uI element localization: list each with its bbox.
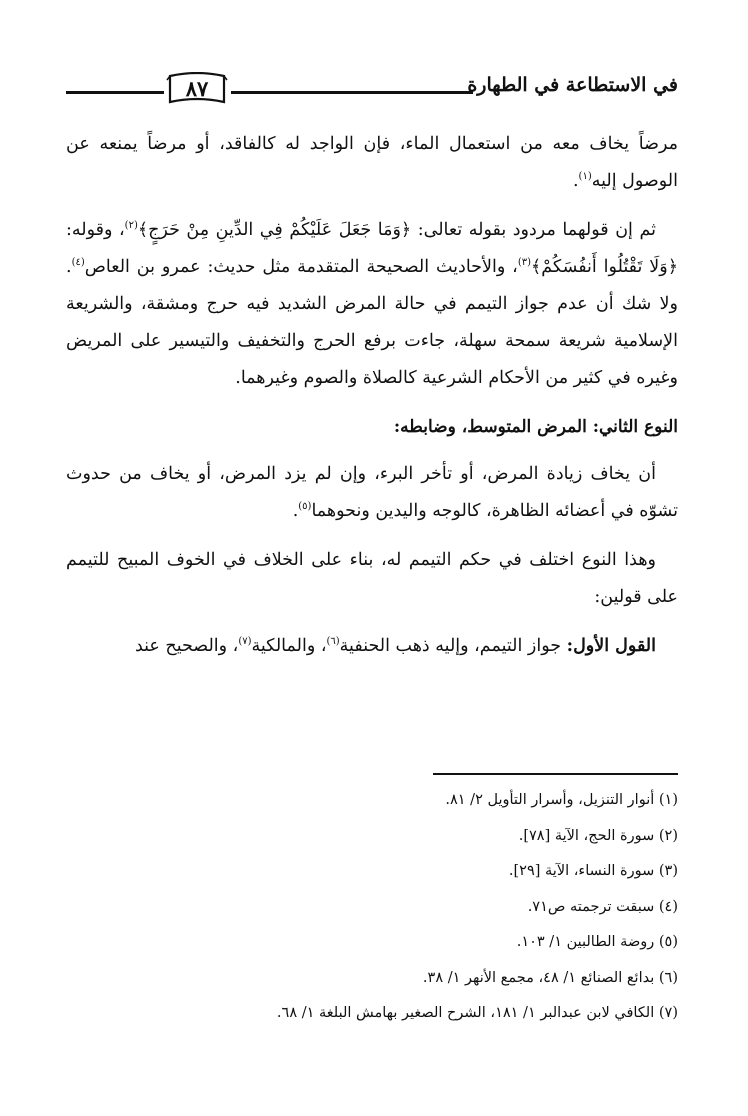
footnote-item: (٦) بدائع الصنائع ١/ ٤٨، مجمع الأنهر ١/ ٣٨. <box>422 969 678 986</box>
footnote-ref-1: (١) <box>578 171 592 183</box>
footnote-ref-5: (٥) <box>298 501 312 513</box>
header-rule-left <box>66 91 164 94</box>
paragraph-2-text-b: ، وقوله: ﴿وَلَا تَقْتُلُوا أَنفُسَكُمْ﴾ <box>66 220 678 277</box>
page-number-frame <box>166 72 228 106</box>
paragraph-2-text-c: ، والأحاديث الصحيحة المتقدمة مثل حديث: عمرو بن العاص <box>84 257 518 277</box>
paragraph-2-text-d: . ولا شك أن عدم جواز التيمم في حالة المرض الشديد فيه حرج ومشقة، والشريعة الإسلامية شريعة سمحة سهلة، جاءت برفع الحرج والتخفيف والتيسير على المريض وغيره في كثير من الأحكام الشرعية كالصلاة والصوم وغيرهما. <box>66 257 678 388</box>
paragraph-5-text-b: ، والمالكية <box>251 636 327 656</box>
footnote-ref-6: (٦) <box>326 636 340 648</box>
paragraph-3-end: . <box>292 501 299 521</box>
paragraph-1-end: . <box>572 171 579 191</box>
footnote-item: (٤) سبقت ترجمته ص٧١. <box>527 898 678 915</box>
footnote-separator <box>433 773 678 775</box>
footnote-ref-7: (٧) <box>238 636 252 648</box>
paragraph-5-text-c: ، والصحيح عند <box>134 636 239 656</box>
footnote-item: (٣) سورة النساء، الآية [٢٩]. <box>508 863 678 879</box>
footnote-item: (٧) الكافي لابن عبدالبر ١/ ١٨١، الشرح الصغير بهامش البلغة ١/ ٦٨. <box>276 1005 678 1021</box>
footnotes-list <box>66 790 678 1039</box>
paragraph-4: وهذا النوع اختلف في حكم التيمم له، بناء على الخلاف في الخوف المبيح للتيمم على قولين: <box>66 550 678 607</box>
book-page <box>66 0 678 1116</box>
opinion-label: القول الأول: <box>566 636 656 656</box>
paragraph-3 <box>66 456 678 530</box>
footnote-ref-4: (٤) <box>71 257 85 269</box>
paragraph-1 <box>66 126 678 200</box>
section-subheading: النوع الثاني: المرض المتوسط، وضابطه: <box>393 417 678 437</box>
header-rule <box>231 91 473 94</box>
header-title: في الاستطاعة في الطهارة <box>467 74 678 96</box>
page-number: ٨٧ <box>185 76 209 101</box>
footnote-item: (٢) سورة الحج، الآية [٧٨]. <box>518 827 678 844</box>
footnote-ref-2: (٢) <box>124 220 138 232</box>
paragraph-2-text-a: ثم إن قولهما مردود بقوله تعالى: ﴿وَمَا جَعَلَ عَلَيْكُمْ فِي الدِّينِ مِنْ حَرَجٍ﴾ <box>137 220 656 240</box>
running-header <box>66 70 678 110</box>
paragraph-2 <box>66 212 678 397</box>
paragraph-5 <box>66 628 678 665</box>
footnote-item: (٥) روضة الطالبين ١/ ١٠٣. <box>516 934 678 950</box>
main-text <box>66 126 678 677</box>
paragraph-1-text: مرضاً يخاف معه من استعمال الماء، فإن الواجد له كالفاقد، أو مرضاً يمنعه عن الوصول إليه <box>66 134 678 191</box>
footnote-item: (١) أنوار التنزيل، وأسرار التأويل ٢/ ٨١. <box>445 792 678 808</box>
footnote-ref-3: (٣) <box>517 257 532 269</box>
paragraph-5-text-a: جواز التيمم، وإليه ذهب الحنفية <box>339 636 567 656</box>
paragraph-3-text: أن يخاف زيادة المرض، أو تأخر البرء، وإن لم يزد المرض، أو يخاف من حدوث تشوّه في أعضائه الظاهرة، كالوجه واليدين ونحوهما <box>66 464 678 521</box>
